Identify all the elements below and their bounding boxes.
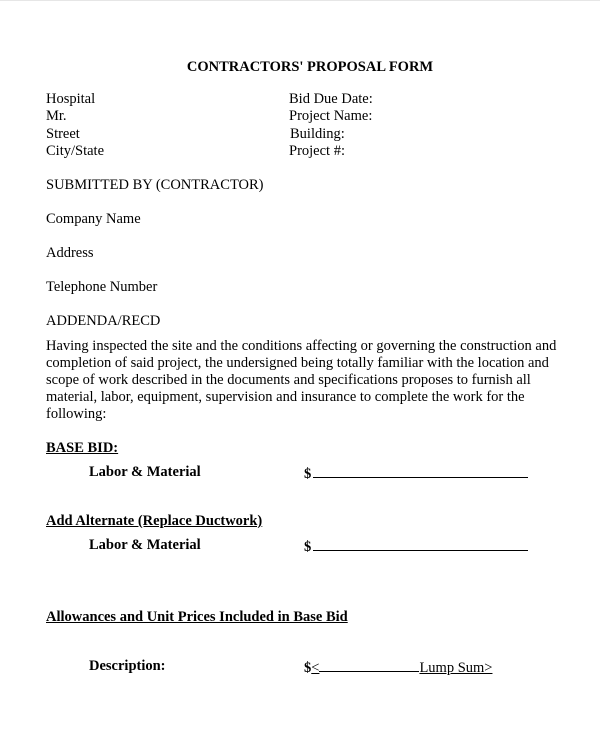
paragraph-line: following: (46, 406, 107, 422)
owner-city-state: City/State (46, 143, 104, 160)
addenda-label: ADDENDA/RECD (46, 313, 161, 329)
lump-sum-label: Lump Sum> (419, 660, 493, 676)
form-title: CONTRACTORS' PROPOSAL FORM (186, 59, 434, 75)
building-label: Building: (290, 125, 345, 142)
paragraph-line: material, labor, equipment, supervision and insurance to complete the work for the (46, 389, 525, 405)
project-name-label: Project Name: (289, 108, 373, 125)
address-label: Address (46, 245, 94, 261)
bid-due-date-label: Bid Due Date: (289, 91, 373, 107)
allowances-heading: Allowances and Unit Prices Included in Base Bid (46, 609, 348, 625)
lump-sum-blank-line[interactable] (319, 658, 419, 672)
alternate-item-label: Labor & Material (89, 537, 201, 553)
proposal-paragraph (46, 338, 566, 423)
open-bracket: < (311, 660, 320, 676)
alternate-amount-field[interactable] (304, 537, 528, 556)
base-bid-amount-field[interactable] (304, 464, 528, 483)
telephone-label: Telephone Number (46, 279, 158, 295)
amount-blank-line[interactable] (313, 537, 528, 551)
currency-symbol: $ (304, 539, 312, 555)
currency-symbol: $ (304, 466, 312, 482)
owner-address-block (46, 91, 104, 161)
description-label: Description: (89, 658, 166, 674)
alternate-heading: Add Alternate (Replace Ductwork) (46, 513, 263, 529)
paragraph-line: scope of work described in the documents and specifications proposes to furnish all (46, 372, 531, 388)
owner-hospital: Hospital (46, 91, 96, 107)
owner-street: Street (46, 125, 80, 142)
project-info-block (289, 91, 373, 161)
owner-contact: Mr. (46, 108, 67, 125)
project-number-label: Project #: (289, 143, 345, 160)
company-name-label: Company Name (46, 211, 141, 227)
paragraph-line: completion of said project, the undersigned being totally familiar with the location and (46, 355, 549, 371)
amount-blank-line[interactable] (313, 464, 528, 478)
paragraph-line: Having inspected the site and the conditions affecting or governing the construction and (46, 338, 557, 354)
description-amount-field[interactable] (304, 658, 492, 677)
base-bid-item-label: Labor & Material (89, 464, 201, 480)
base-bid-heading: BASE BID: (46, 440, 119, 456)
currency-symbol: $ (304, 660, 312, 676)
submitted-by-heading: SUBMITTED BY (CONTRACTOR) (46, 177, 264, 193)
page-top-edge (0, 0, 600, 1)
